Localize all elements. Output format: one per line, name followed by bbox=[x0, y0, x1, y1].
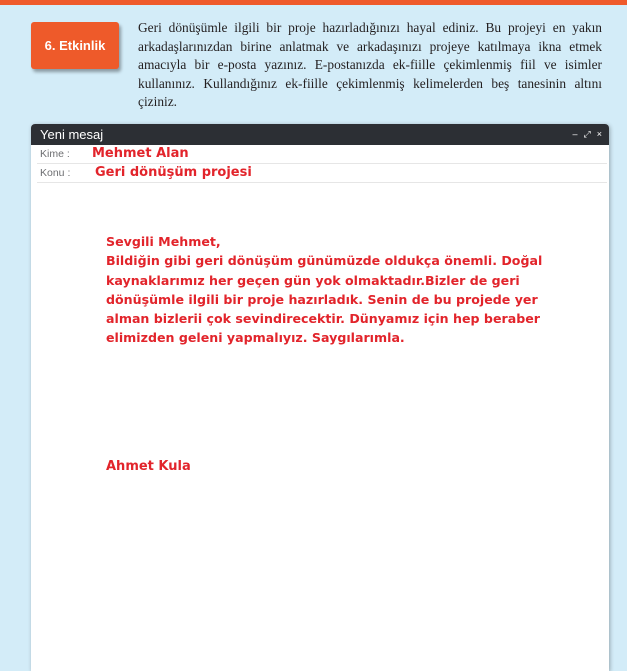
message-text: Bildiğin gibi geri dönüşüm günümüzde oldukça önemli. Doğal kaynaklarımız her geçen gün yok olmaktadır.Bizler de geri dönüşümle ilgili bir proje hazırladık. Senin de bu projede yer alman bizlerii çok sevindirecektir. Dünyamız için hep beraber elimizden geleni yapmalıyız. Saygılarımla. bbox=[106, 253, 543, 346]
top-accent-bar bbox=[0, 0, 627, 5]
to-field-row bbox=[37, 145, 607, 164]
subject-input[interactable] bbox=[95, 165, 495, 180]
subject-label: Konu : bbox=[40, 167, 71, 179]
minimize-icon[interactable]: – bbox=[572, 129, 578, 139]
new-message-window bbox=[31, 124, 609, 671]
subject-field-row bbox=[37, 164, 607, 183]
expand-icon[interactable]: ⤢ bbox=[583, 129, 591, 139]
window-controls bbox=[573, 124, 602, 145]
message-signature: Ahmet Kula bbox=[106, 459, 191, 474]
close-icon[interactable]: × bbox=[596, 129, 602, 139]
to-label: Kime : bbox=[40, 148, 70, 160]
message-body[interactable] bbox=[106, 232, 546, 348]
activity-badge: 6. Etkinlik bbox=[31, 22, 119, 69]
window-title: Yeni mesaj bbox=[40, 127, 104, 142]
activity-instructions: Geri dönüşümle ilgili bir proje hazırladığınızı hayal ediniz. Bu projeyi en yakın arkadaşlarınızdan birine anlatmak ve arkadaşınızı projeye katılmaya ikna etmek amacıyla bir e-posta yazınız. E-postanızda ek-fiille çekimlenmiş fiil ve isimler kullanınız. Kullandığınız ek-fiille çekimlenmiş kelimelerden beş tanesinin altını çiziniz. bbox=[138, 20, 602, 109]
message-greeting: Sevgili Mehmet, bbox=[106, 234, 221, 249]
window-titlebar[interactable] bbox=[31, 124, 609, 145]
to-input[interactable] bbox=[92, 146, 492, 161]
